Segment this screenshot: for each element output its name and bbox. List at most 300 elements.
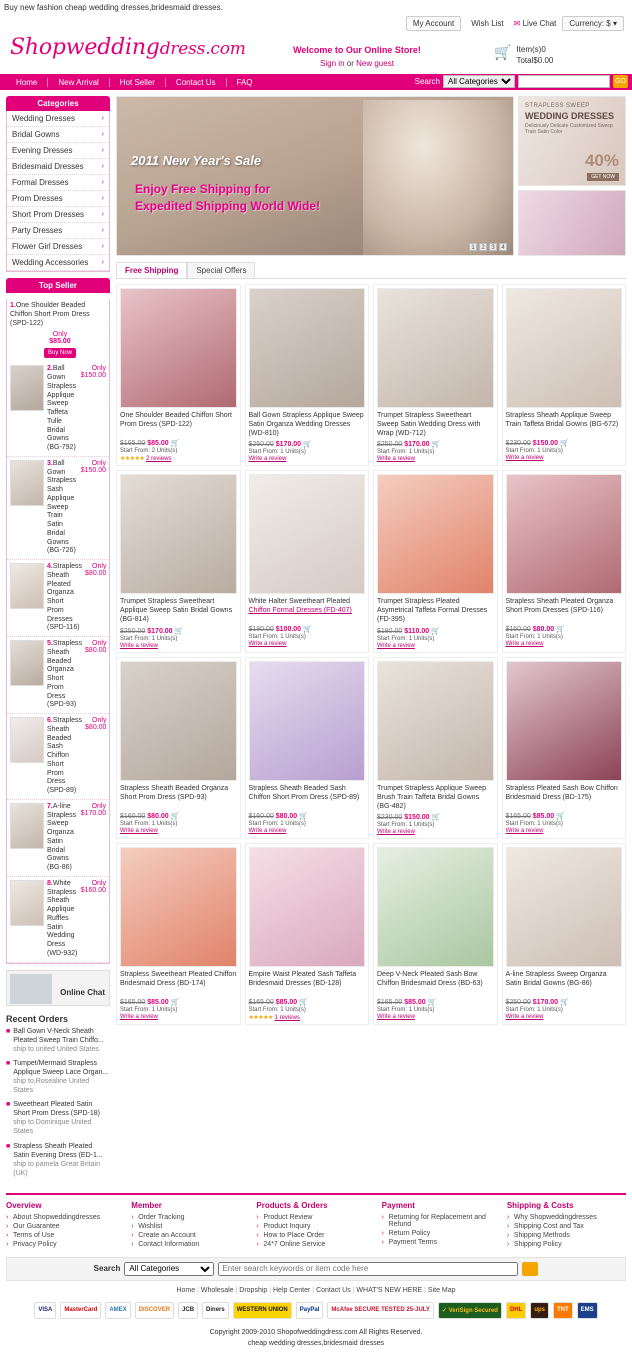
top-seller-thumb[interactable] <box>10 880 44 926</box>
tnt-badge: TNT <box>553 1302 573 1319</box>
sidebar-item-short-prom-dresses[interactable] <box>7 207 109 223</box>
category-label: Formal Dresses <box>12 178 69 187</box>
footer-link[interactable]: › Shipping Policy <box>507 1240 626 1249</box>
top-seller-price: $80.00 <box>85 724 107 731</box>
product-name[interactable]: Strapless Sheath Beaded Sash Chiffon Short Prom Dress (SPD-89) <box>248 784 360 801</box>
add-to-cart-icon[interactable]: 🛒 <box>303 441 312 449</box>
product-price: $150.00 <box>532 440 559 447</box>
product-name[interactable]: Ball Gown Strapless Applique Sweep Satin Organza Wedding Dresses (WD-810) <box>248 412 364 438</box>
footer-link[interactable]: › Why Shopweddingdresses <box>507 1213 626 1222</box>
promo-sub: Deliciously Delicate Customized Sweep Train Satin Color <box>525 123 613 135</box>
category-label: Flower Girl Dresses <box>12 242 83 251</box>
product-old-price: $165.00 <box>505 812 531 820</box>
start-from-label: Start From: <box>377 821 408 828</box>
product-image[interactable] <box>120 474 237 594</box>
add-to-cart-icon[interactable]: 🛒 <box>556 812 565 820</box>
buy-now-button[interactable]: Buy Now <box>44 348 76 358</box>
product-name[interactable]: Strapless Pleated Sash Bow Chiffon Bridesmaid Dress (BD-175) <box>505 784 618 801</box>
hero-banner[interactable] <box>116 96 514 256</box>
copyright-text: Copyright 2009-2010 Shopofweddingdress.com All Rights Reserved. <box>209 1328 423 1336</box>
product-name[interactable]: Strapless Sweetheart Pleated Chiffon Bridesmaid Dress (BD-174) <box>120 970 237 987</box>
start-from-units: 1 Units(s) <box>280 449 306 456</box>
add-to-cart-icon[interactable]: 🛒 <box>170 440 180 447</box>
register-link[interactable]: New guest <box>356 59 394 68</box>
chevron-right-icon: › <box>101 179 104 186</box>
discover-badge: DISCOVER <box>135 1302 174 1319</box>
recent-order-name: Ball Gown V-Neck Sheath Pleated Sweep Train Chiffo... <box>13 1027 104 1044</box>
list-item[interactable] <box>6 1059 110 1095</box>
top-seller-price: $85.00 <box>49 338 71 346</box>
product-price: $170.00 <box>404 441 430 449</box>
product-card[interactable] <box>502 284 627 466</box>
add-to-cart-icon[interactable]: 🛒 <box>431 441 441 449</box>
product-name[interactable]: Empire Waist Pleated Sash Taffeta Bridesmaid Dresses (BD-128) <box>248 970 357 987</box>
sign-in-link[interactable]: Sign in <box>320 59 345 68</box>
product-card[interactable] <box>373 284 498 466</box>
footer-column-member <box>131 1201 250 1249</box>
nav-item-faq[interactable]: FAQ <box>236 77 253 87</box>
footer-link[interactable]: › Wishlist <box>131 1222 250 1231</box>
hero-dot-3[interactable]: 3 <box>489 243 497 251</box>
product-name-link[interactable]: Chiffon Formal Dresses (FD-407) <box>248 607 352 615</box>
mini-link-whats-new[interactable]: WHAT'S NEW HERE <box>356 1286 423 1294</box>
product-price: $85.00 <box>532 812 555 820</box>
top-seller-price: $160.00 <box>80 886 106 894</box>
live-chat-label: Live Chat <box>522 19 557 28</box>
product-name[interactable]: Trumpet Strapless Sweetheart Applique Sweep Satin Bridal Gowns (BG-814) <box>120 598 233 624</box>
product-image[interactable] <box>506 288 623 408</box>
product-image[interactable] <box>377 661 494 781</box>
footer-link[interactable]: › Product Review <box>256 1213 375 1222</box>
header-search <box>415 75 628 88</box>
footer-link[interactable]: › Product Inquiry <box>256 1222 375 1231</box>
footer-column-shipping-costs <box>507 1201 626 1249</box>
footer-link[interactable]: › About Shopweddingdresses <box>6 1213 125 1222</box>
product-card[interactable] <box>116 843 241 1025</box>
top-seller-rank: 5. <box>47 640 53 647</box>
hero-dot-4[interactable]: 4 <box>499 243 507 251</box>
product-tabs <box>116 262 626 279</box>
footer-search <box>6 1257 626 1281</box>
write-review-link[interactable]: Write a review <box>505 1013 544 1020</box>
hero-sub-line2: Expedited Shipping World Wide! <box>135 199 320 214</box>
add-to-cart-icon[interactable]: 🛒 <box>556 626 565 634</box>
price-only-label: Only <box>92 563 107 570</box>
hero-pagination <box>469 243 507 251</box>
top-seller-name: Strapless Sheath Beaded Sash Chiffon Short Prom Dress (SPD-89) <box>47 717 83 794</box>
product-card[interactable] <box>116 657 241 839</box>
product-image[interactable] <box>120 847 237 967</box>
mini-link-wholesale[interactable]: Wholesale <box>200 1286 234 1294</box>
amex-badge: AMEX <box>105 1302 130 1319</box>
start-from-label: Start From: <box>120 1006 151 1013</box>
add-to-cart-icon[interactable]: 🛒 <box>170 998 180 1006</box>
footer-link[interactable]: › Create an Account <box>131 1231 250 1240</box>
footer-link[interactable]: › Contact Information <box>131 1240 250 1249</box>
write-review-link[interactable]: Write a review <box>248 827 287 834</box>
chevron-down-icon: ▾ <box>612 19 617 28</box>
product-price: $85.00 <box>147 440 169 447</box>
write-review-link[interactable]: Write a review <box>377 828 415 835</box>
write-review-link[interactable]: Write a review <box>120 827 158 834</box>
top-seller-item-3[interactable] <box>7 457 109 560</box>
footer-column-overview <box>6 1201 125 1249</box>
rating-stars: ★★★★★ <box>120 456 145 462</box>
start-from-units: 1 Units(s) <box>408 821 435 828</box>
add-to-cart-icon[interactable]: 🛒 <box>560 440 569 447</box>
promo-banner-wedding-dresses[interactable] <box>518 96 626 186</box>
start-from-label: Start From: <box>505 820 536 827</box>
product-image[interactable] <box>506 474 623 594</box>
product-image[interactable] <box>249 288 366 408</box>
recent-order-ship: ship to united United States <box>13 1045 99 1053</box>
recent-order-name: Strapless Sheath Pleated Satin Evening Dress (ED-1... <box>13 1142 103 1159</box>
top-seller-thumb[interactable] <box>10 460 44 506</box>
top-seller-price: $80.00 <box>85 570 107 577</box>
footer-search-go-button[interactable] <box>522 1262 538 1276</box>
category-label: Prom Dresses <box>12 194 63 203</box>
nav-item-new-arrival[interactable]: New Arrival <box>48 78 109 87</box>
product-price: $85.00 <box>275 998 298 1006</box>
write-review-link[interactable]: Write a review <box>377 1013 415 1020</box>
bullet-icon: ■ <box>6 1142 11 1150</box>
mcafee-secure-badge[interactable]: McAfee SECURE TESTED 25-JULY <box>327 1302 433 1319</box>
write-review-link[interactable]: Write a review <box>505 641 544 648</box>
start-from-label: Start From: <box>505 634 536 641</box>
product-price: $100.00 <box>275 626 302 634</box>
chevron-right-icon: › <box>101 163 104 170</box>
product-old-price: $250.00 <box>377 441 403 449</box>
footer-column-payment <box>382 1201 501 1249</box>
nav-item-hot-seller[interactable]: Hot Seller <box>110 78 166 87</box>
product-name[interactable]: Trumpet Strapless Pleated Asymetrical Taffeta Formal Dresses (FD-395) <box>377 598 488 624</box>
top-seller-item-1[interactable] <box>7 299 109 362</box>
footer-link[interactable]: › Payment Terms <box>382 1238 501 1247</box>
search-category-select[interactable] <box>443 75 515 88</box>
sidebar-item-bridesmaid-dresses[interactable] <box>7 159 109 175</box>
add-to-cart-icon[interactable]: 🛒 <box>431 813 441 821</box>
footer-link[interactable]: › Privacy Policy <box>6 1240 125 1249</box>
top-seller-price: $150.00 <box>80 466 106 474</box>
logo-text-primary: Shopwedding <box>10 35 160 60</box>
nav-item-contact-us[interactable]: Contact Us <box>166 78 227 87</box>
logo-text <box>10 35 246 60</box>
top-seller-rank: 4. <box>47 563 53 570</box>
product-card[interactable] <box>502 843 627 1025</box>
footer-link[interactable]: › How to Place Order <box>256 1231 375 1240</box>
sidebar-item-wedding-accessories[interactable] <box>7 255 109 271</box>
product-card[interactable] <box>373 843 498 1025</box>
footer-link[interactable]: › Our Guarantee <box>6 1222 125 1231</box>
price-only-label: Only <box>92 640 107 647</box>
write-review-link[interactable]: Write a review <box>505 455 544 461</box>
product-name[interactable]: One Shoulder Beaded Chiffon Short Prom Dress (SPD-122) <box>120 412 232 429</box>
currency-selector[interactable] <box>562 16 624 31</box>
footer-link[interactable]: › 24*7 Online Service <box>256 1240 375 1249</box>
list-item[interactable] <box>6 1142 110 1178</box>
footer-column-title: Overview <box>6 1200 42 1210</box>
product-name[interactable]: Strapless Sheath Pleated Organza Short Prom Dresses (SPD-116) <box>505 598 614 615</box>
mini-link-contact-us[interactable]: Contact Us <box>316 1286 351 1294</box>
promo-cta-button[interactable]: GET NOW <box>587 173 619 181</box>
footer-search-label: Search <box>93 1264 121 1274</box>
bullet-icon: ■ <box>6 1059 11 1067</box>
product-name[interactable]: Trumpet Strapless Sweetheart Sweep Satin Wedding Dress with Wrap (WD-712) <box>377 412 481 438</box>
sidebar-item-flower-girl-dresses[interactable] <box>7 239 109 255</box>
start-from-label: Start From: <box>505 448 536 454</box>
product-image[interactable] <box>377 474 494 594</box>
top-seller-name: Strapless Sheath Beaded Organza Short Prom Dress (SPD-93) <box>47 640 83 709</box>
trust-badges <box>0 1298 632 1323</box>
sidebar-item-evening-dresses[interactable] <box>7 143 109 159</box>
chevron-right-icon: › <box>101 259 104 266</box>
category-label: Party Dresses <box>12 226 63 235</box>
mini-link-home[interactable]: Home <box>176 1286 196 1294</box>
site-header <box>0 35 632 74</box>
product-image[interactable] <box>249 847 366 967</box>
product-old-price: $160.00 <box>248 812 274 820</box>
sidebar-item-party-dresses[interactable] <box>7 223 109 239</box>
ups-badge: ups <box>530 1302 549 1319</box>
top-seller-item-8[interactable] <box>7 877 109 963</box>
site-logo[interactable] <box>10 35 246 60</box>
product-card[interactable] <box>502 470 627 652</box>
top-seller-thumb[interactable] <box>10 563 44 609</box>
write-review-link[interactable]: Write a review <box>377 642 415 649</box>
bullet-icon: ■ <box>6 1027 11 1035</box>
chevron-right-icon: › <box>101 131 104 138</box>
product-image[interactable] <box>120 288 237 408</box>
online-chat-label: Online Chat <box>60 987 105 997</box>
list-item[interactable] <box>6 1100 110 1136</box>
product-card[interactable] <box>116 470 241 652</box>
visa-badge: VISA <box>34 1302 56 1319</box>
add-to-cart-icon[interactable]: 🛒 <box>174 627 184 635</box>
price-only-label: Only <box>91 459 106 467</box>
write-review-link[interactable]: Write a review <box>377 456 415 463</box>
wish-list-link[interactable]: Wish List <box>471 19 504 28</box>
category-label: Bridesmaid Dresses <box>12 162 84 171</box>
product-card[interactable] <box>373 470 498 652</box>
product-card[interactable] <box>245 657 370 839</box>
product-old-price: $250.00 <box>248 441 274 449</box>
paypal-badge: PayPal <box>296 1302 324 1319</box>
product-price: $150.00 <box>404 813 430 821</box>
promo-banner-secondary[interactable] <box>518 190 626 256</box>
mini-link-dropship[interactable]: Dropship <box>239 1286 268 1294</box>
recent-order-name: Sweetheart Pleated Satin Short Prom Dress (SPD-18) <box>13 1101 100 1118</box>
product-image[interactable] <box>249 661 366 781</box>
product-image[interactable] <box>506 847 623 967</box>
footer-link[interactable]: › Returning for Replacement and Refund <box>382 1213 501 1229</box>
top-seller-rank: 3. <box>47 459 53 467</box>
hero-dot-2[interactable]: 2 <box>479 243 487 251</box>
add-to-cart-icon[interactable]: 🛒 <box>431 627 440 635</box>
product-grid <box>116 279 626 1025</box>
sidebar-item-bridal-gowns[interactable] <box>7 127 109 143</box>
cart-total: Total$0.00 <box>516 55 554 65</box>
auth-or: or <box>346 59 354 68</box>
operator-photo <box>10 974 52 1004</box>
product-image[interactable] <box>120 661 237 781</box>
add-to-cart-icon[interactable]: 🛒 <box>427 998 437 1006</box>
search-go-button[interactable]: GO <box>613 75 628 88</box>
product-name-text: White Halter Sweetheart Pleated <box>248 598 351 606</box>
welcome-title: Welcome to Our Online Store! <box>293 45 421 55</box>
jcb-badge: JCB <box>178 1302 198 1319</box>
product-card[interactable] <box>245 284 370 466</box>
my-account-link[interactable]: My Account <box>406 16 461 31</box>
start-from-label: Start From: <box>377 1006 408 1013</box>
top-seller-item-5[interactable] <box>7 637 109 714</box>
product-name[interactable]: A-line Strapless Sweep Organza Satin Bridal Gowns (BG-86) <box>505 970 607 987</box>
top-seller-list <box>6 299 110 964</box>
product-price: $170.00 <box>275 441 302 449</box>
search-input[interactable] <box>518 75 610 88</box>
product-card[interactable] <box>373 657 498 839</box>
top-seller-rank: 8. <box>47 879 53 887</box>
product-reviews-link[interactable]: 1 reviews <box>274 1014 300 1021</box>
mini-link-site-map[interactable]: Site Map <box>427 1286 456 1294</box>
footer-link[interactable]: › Terms of Use <box>6 1231 125 1240</box>
tab-special-offers[interactable]: Special Offers <box>187 262 255 278</box>
sidebar-item-prom-dresses[interactable] <box>7 191 109 207</box>
logo-text-secondary: dress.com <box>159 39 246 59</box>
main-content <box>116 96 626 1183</box>
top-seller-price: $150.00 <box>80 372 106 380</box>
list-item[interactable] <box>6 1027 110 1054</box>
top-seller-thumb[interactable] <box>10 803 44 849</box>
add-to-cart-icon[interactable]: 🛒 <box>299 812 308 820</box>
product-price: $85.00 <box>404 998 426 1006</box>
chat-icon: ✉ <box>513 19 521 28</box>
product-card[interactable] <box>502 657 627 839</box>
product-name[interactable]: Strapless Sheath Applique Sweep Train Taffeta Bridal Gowns (BG-672) <box>505 412 619 429</box>
footer-column-title: Payment <box>381 1200 415 1210</box>
product-reviews-link[interactable]: 2 reviews <box>146 456 172 462</box>
top-seller-thumb[interactable] <box>10 640 44 686</box>
start-from-label: Start From: <box>505 1006 536 1013</box>
start-from-label: Start From: <box>377 449 408 456</box>
write-review-link[interactable]: Write a review <box>248 456 287 463</box>
write-review-link[interactable]: Write a review <box>120 642 158 649</box>
mini-link-help-center[interactable]: Help Center <box>273 1286 311 1294</box>
footer-link[interactable]: › Return Policy <box>382 1229 501 1238</box>
sidebar-item-wedding-dresses[interactable] <box>7 111 109 127</box>
top-seller-item-7[interactable] <box>7 800 109 877</box>
top-seller-thumb[interactable] <box>10 717 44 763</box>
sidebar-item-formal-dresses[interactable] <box>7 175 109 191</box>
write-review-link[interactable]: Write a review <box>505 827 544 834</box>
recent-order-ship: ship to,Rosealine United States <box>13 1077 90 1095</box>
category-list <box>6 111 110 272</box>
start-from-units: 1 Units(s) <box>537 1006 563 1013</box>
product-old-price: $165.00 <box>377 998 403 1006</box>
footer-column-title: Shipping & Costs <box>506 1200 574 1210</box>
tab-free-shipping[interactable]: Free Shipping <box>116 262 187 278</box>
product-name[interactable]: Deep V-Neck Pleated Sash Bow Chiffon Bridesmaid Dress (BD-63) <box>377 970 483 987</box>
product-image[interactable] <box>377 288 494 408</box>
product-image[interactable] <box>249 474 366 594</box>
product-image[interactable] <box>506 661 623 781</box>
top-seller-name: White Strapless Sheath Applique Ruffles Satin Wedding Dress (WD-932) <box>47 879 78 957</box>
top-seller-thumb[interactable] <box>10 365 44 411</box>
add-to-cart-icon[interactable]: 🛒 <box>299 998 308 1006</box>
product-price: $170.00 <box>147 627 173 635</box>
product-old-price: $230.00 <box>505 440 531 447</box>
page-strapline: Buy new fashion cheap wedding dresses,bridesmaid dresses. <box>4 3 223 12</box>
top-seller-item-6[interactable] <box>7 714 109 800</box>
footer-tagline: cheap wedding dresses,bridesmaid dresses <box>247 1339 385 1347</box>
hero-dot-1[interactable]: 1 <box>469 243 477 251</box>
top-seller-name: One Shoulder Beaded Chiffon Short Prom Dress (SPD-122) <box>10 302 90 327</box>
product-name[interactable]: Strapless Sheath Beaded Organza Short Prom Dress (SPD-93) <box>120 784 229 801</box>
add-to-cart-icon[interactable]: 🛒 <box>170 812 180 820</box>
product-card[interactable] <box>116 284 241 466</box>
cart-icon: 🛒 <box>494 44 512 60</box>
product-card[interactable] <box>245 470 370 652</box>
dhl-badge: DHL <box>506 1302 526 1319</box>
start-from-label: Start From: <box>120 635 151 642</box>
product-old-price: $230.00 <box>377 813 403 821</box>
norton-verisign-badge[interactable]: ✓ VeriSign Secured <box>438 1302 502 1319</box>
chevron-right-icon: › <box>101 147 104 154</box>
chevron-right-icon: › <box>101 211 104 218</box>
add-to-cart-icon[interactable]: 🛒 <box>303 626 312 634</box>
start-from-label: Start From: <box>377 635 408 642</box>
product-image[interactable] <box>377 847 494 967</box>
footer-search-input[interactable] <box>218 1262 518 1276</box>
product-old-price: $160.00 <box>120 812 146 820</box>
cart-summary[interactable] <box>494 37 624 67</box>
footer-link[interactable]: › Shipping Cost and Tax <box>507 1222 626 1231</box>
category-label: Wedding Accessories <box>12 258 89 267</box>
footer-link[interactable]: › Order Tracking <box>131 1213 250 1222</box>
write-review-link[interactable]: Write a review <box>248 641 287 648</box>
nav-item-home[interactable]: Home <box>6 78 48 87</box>
live-chat-link[interactable] <box>514 19 557 28</box>
footer-link[interactable]: › Shipping Methods <box>507 1231 626 1240</box>
hero-row <box>116 96 626 256</box>
recent-order-ship: ship to pamela Great Britain (UK) <box>13 1160 100 1177</box>
promo-offer: 40% <box>584 151 619 170</box>
product-name[interactable] <box>249 597 366 623</box>
start-from-label: Start From: <box>248 634 279 641</box>
price-only-label: Only <box>91 802 106 810</box>
write-review-link[interactable]: Write a review <box>120 1013 158 1020</box>
top-seller-name: Strapless Sheath Pleated Organza Short Prom Dresses (SPD-116) <box>47 563 83 632</box>
online-chat-banner[interactable] <box>6 970 110 1006</box>
product-old-price: $180.00 <box>248 626 274 634</box>
footer-column-title: Products & Orders <box>256 1200 328 1210</box>
footer-mini-nav: Home | Wholesale | Dropship | Help Center | Contact Us | WHAT'S NEW HERE | Site Map <box>176 1286 456 1294</box>
side-banners <box>518 96 626 256</box>
price-only-label: Only <box>52 331 68 339</box>
start-from-label: Start From: <box>248 1006 279 1013</box>
top-seller-rank: 2. <box>47 365 53 373</box>
top-seller-item-2[interactable] <box>7 362 109 457</box>
product-price: $85.00 <box>147 998 169 1006</box>
product-name[interactable]: Trumpet Strapless Applique Sweep Brush Train Taffeta Bridal Gowns (BG-482) <box>377 784 487 810</box>
add-to-cart-icon[interactable]: 🛒 <box>560 998 569 1006</box>
top-seller-rank: 7. <box>47 802 53 810</box>
footer-search-category-select[interactable] <box>124 1262 214 1276</box>
search-label: Search <box>414 77 440 86</box>
recent-order-ship: ship to Dominique United States <box>13 1119 92 1136</box>
top-seller-name: Ball Gown Strapless Sash Applique Sweep Train Satin Bridal Gowns (BG-726) <box>47 459 77 555</box>
top-seller-item-4[interactable] <box>7 560 109 637</box>
product-card[interactable] <box>245 843 370 1025</box>
